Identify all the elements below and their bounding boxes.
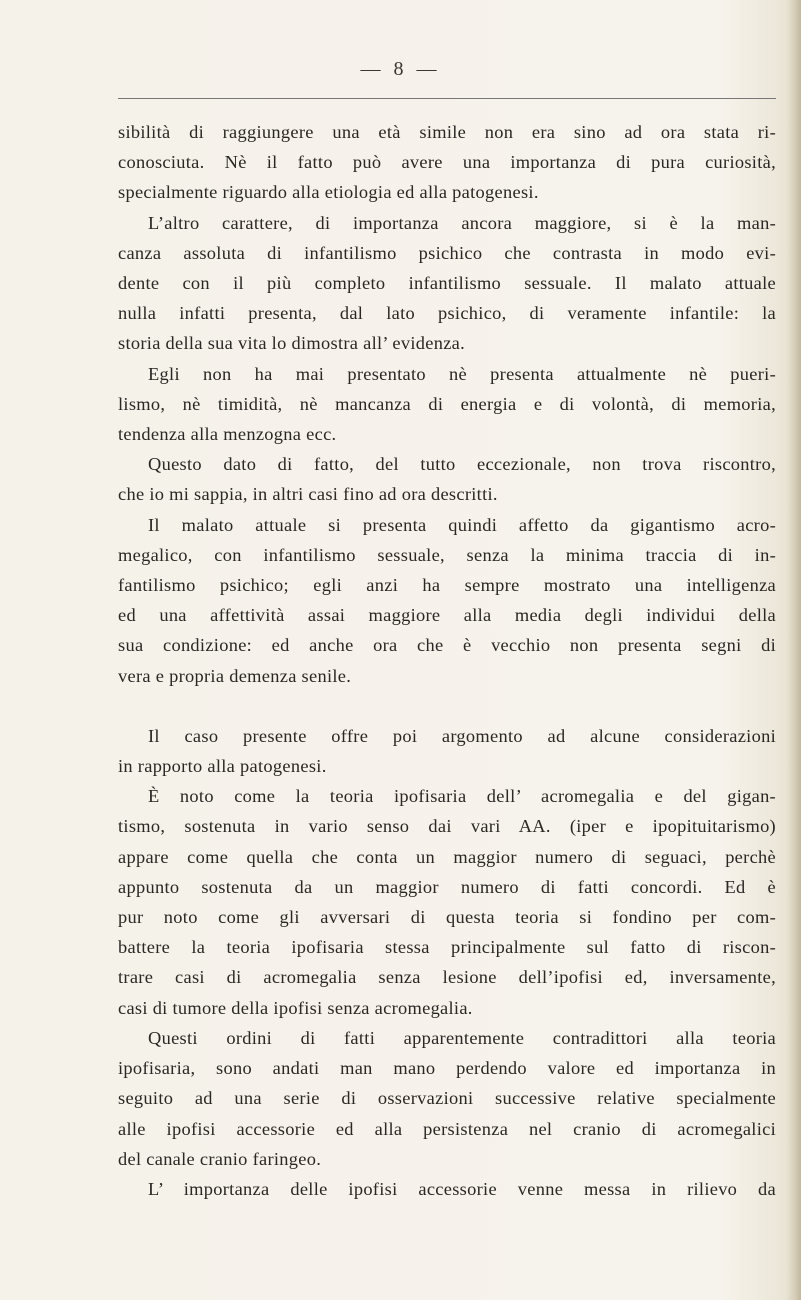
text-line: conosciuta. Nè il fatto può avere una importanza di pura curiosità, bbox=[118, 152, 776, 173]
text-line: Questo dato di fatto, del tutto eccezionale, non trova riscontro, bbox=[148, 454, 776, 475]
text-line: L’altro carattere, di importanza ancora maggiore, si è la man- bbox=[148, 212, 776, 233]
text-line: fantilismo psichico; egli anzi ha sempre mostrato una intelligenza bbox=[118, 575, 776, 596]
text-line: casi di tumore della ipofisi senza acromegalia. bbox=[118, 997, 473, 1018]
text-line: che io mi sappia, in altri casi fino ad ora descritti. bbox=[118, 484, 498, 505]
text-line: nulla infatti presenta, dal lato psichico, di veramente infantile: la bbox=[118, 303, 776, 324]
page-edge-shadow bbox=[787, 0, 801, 1300]
text-line: Il malato attuale si presenta quindi affetto da gigantismo acro- bbox=[148, 514, 776, 535]
text-line: dente con il più completo infantilismo sessuale. Il malato attuale bbox=[118, 273, 776, 294]
paragraph bbox=[118, 449, 776, 509]
paragraph bbox=[118, 208, 776, 359]
text-line: tendenza alla menzogna ecc. bbox=[118, 424, 337, 445]
text-line: lismo, nè timidità, nè mancanza di energia e di volontà, di memoria, bbox=[118, 393, 776, 414]
text-line: vera e propria demenza senile. bbox=[118, 665, 352, 686]
paragraph bbox=[118, 510, 776, 691]
text-line: ed una affettività assai maggiore alla media degli individui della bbox=[118, 605, 776, 626]
text-line: storia della sua vita lo dimostra all’ evidenza. bbox=[118, 333, 466, 354]
text-line: in rapporto alla patogenesi. bbox=[118, 756, 327, 777]
text-line: pur noto come gli avversari di questa teoria si fondino per com- bbox=[118, 907, 776, 928]
text-line: ipofisaria, sono andati man mano perdendo valore ed importanza in bbox=[118, 1058, 776, 1079]
text-line: sibilità di raggiungere una età simile non era sino ad ora stata ri- bbox=[118, 122, 776, 142]
text-line: sua condizione: ed anche ora che è vecchio non presenta segni di bbox=[118, 635, 776, 656]
text-line: Egli non ha mai presentato nè presenta attualmente nè pueri- bbox=[148, 363, 776, 384]
text-line: Questi ordini di fatti apparentemente contradittori alla teoria bbox=[148, 1027, 776, 1048]
page-body bbox=[118, 117, 776, 1204]
paragraph bbox=[118, 721, 776, 781]
text-line: appunto sostenuta da un maggior numero di fatti concordi. Ed è bbox=[118, 876, 776, 897]
text-line: seguito ad una serie di osservazioni successive relative specialmente bbox=[118, 1088, 776, 1109]
text-line: megalico, con infantilismo sessuale, senza la minima traccia di in- bbox=[118, 544, 776, 565]
paragraph bbox=[118, 1023, 776, 1174]
text-line: battere la teoria ipofisaria stessa principalmente sul fatto di riscon- bbox=[118, 937, 776, 958]
text-line: specialmente riguardo alla etiologia ed alla patogenesi. bbox=[118, 182, 539, 203]
text-line: tismo, sostenuta in vario senso dai vari AA. (iper e ipopituitarismo) bbox=[118, 816, 776, 837]
text-line: alle ipofisi accessorie ed alla persistenza nel cranio di acromegalici bbox=[118, 1118, 776, 1139]
paragraph bbox=[118, 117, 776, 208]
paragraph bbox=[118, 359, 776, 450]
text-line: L’ importanza delle ipofisi accessorie venne messa in rilievo da bbox=[148, 1178, 776, 1199]
text-line: È noto come la teoria ipofisaria dell’ acromegalia e del gigan- bbox=[148, 786, 776, 807]
page-number: — 8 — bbox=[360, 58, 441, 80]
text-line: canza assoluta di infantilismo psichico che contrasta in modo evi- bbox=[118, 242, 776, 263]
text-line: del canale cranio faringeo. bbox=[118, 1148, 322, 1169]
text-line: Il caso presente offre poi argomento ad alcune considerazioni bbox=[148, 725, 776, 746]
paragraph bbox=[118, 781, 776, 1023]
text-line: appare come quella che conta un maggior numero di seguaci, perchè bbox=[118, 846, 776, 867]
header-rule bbox=[118, 98, 776, 99]
paragraph bbox=[118, 1174, 776, 1204]
text-line: trare casi di acromegalia senza lesione dell’ipofisi ed, inversamente, bbox=[118, 967, 776, 988]
